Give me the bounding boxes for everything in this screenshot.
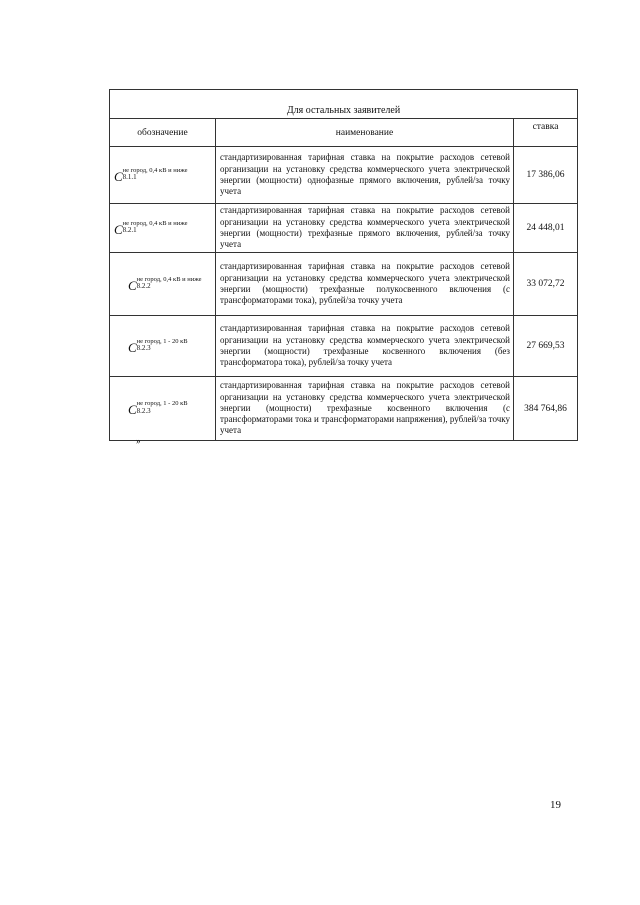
- table-caption: [110, 90, 578, 119]
- code-subscript: 8.2.3: [136, 406, 151, 415]
- name-cell: стандартизированная тарифная ставка на покрытие расходов сетевой организации на установку средства коммерческого учета электрической энергии (мощности) однофазные прямого включения, рублей/за точку учета: [216, 147, 514, 204]
- rate-value: 27 669,53: [514, 316, 578, 377]
- rate-code: [110, 168, 188, 183]
- code-subscript: 8.2.2: [136, 282, 151, 291]
- page-number: 19: [550, 799, 561, 811]
- code-base: C: [114, 221, 123, 237]
- rate-value: 384 764,86: [514, 377, 578, 441]
- name-cell: стандартизированная тарифная ставка на покрытие расходов сетевой организации на установку средства коммерческого учета электрической энергии (мощности) трехфазные полукосвенного включения (с трансформаторами тока), рублей/за точку учета: [216, 253, 514, 316]
- code-base: C: [128, 402, 137, 417]
- table-caption-text: Для остальных заявителей: [286, 104, 401, 116]
- code-superscript: не город, 0,4 кВ и ниже: [122, 166, 188, 174]
- rate-code: [110, 277, 202, 292]
- table-row: [110, 253, 578, 316]
- code-subscript: 8.2.3: [136, 344, 151, 353]
- rate-value: 17 386,06: [514, 147, 578, 204]
- code-cell: [110, 204, 216, 253]
- code-cell: [110, 253, 216, 316]
- code-base: C: [128, 277, 137, 293]
- table-row: [110, 147, 578, 204]
- code-base: C: [128, 339, 137, 355]
- table-header-row: [110, 119, 578, 147]
- code-subscript: 8.1.1: [122, 173, 137, 182]
- rate-code: [110, 401, 188, 416]
- code-superscript: не город, 1 - 20 кВ: [136, 337, 188, 345]
- table-row: [110, 316, 578, 377]
- header-name: наименование: [216, 119, 514, 147]
- rate-code: [110, 339, 188, 354]
- name-cell: стандартизированная тарифная ставка на покрытие расходов сетевой организации на установку средства коммерческого учета электрической энергии (мощности) трехфазные косвенного включения (без трансформатора тока), рублей/за точку учета: [216, 316, 514, 377]
- rate-value: 24 448,01: [514, 204, 578, 253]
- code-subscript: 8.2.1: [122, 226, 137, 235]
- code-cell: [110, 377, 216, 441]
- closing-quote: »: [136, 436, 141, 446]
- code-cell: [110, 316, 216, 377]
- rate-value: 33 072,72: [514, 253, 578, 316]
- tariff-rates-table: [109, 89, 578, 441]
- code-superscript: не город, 1 - 20 кВ: [136, 400, 188, 407]
- table-caption-row: [110, 90, 578, 119]
- rate-code: [110, 221, 188, 236]
- code-superscript: не город, 0,4 кВ и ниже: [136, 275, 202, 283]
- header-rate: ставка: [514, 119, 578, 147]
- name-cell: стандартизированная тарифная ставка на покрытие расходов сетевой организации на установку средства коммерческого учета электрической энергии (мощности) трехфазные косвенного включения (с трансформаторами тока и трансформаторами напряжения), рублей/за точку учета: [216, 377, 514, 441]
- code-cell: [110, 147, 216, 204]
- name-cell: стандартизированная тарифная ставка на покрытие расходов сетевой организации на установку средства коммерческого учета электрической энергии (мощности) трехфазные прямого включения, рублей/за точку учета: [216, 204, 514, 253]
- table-row: [110, 377, 578, 441]
- table-row: [110, 204, 578, 253]
- code-superscript: не город, 0,4 кВ и ниже: [122, 219, 188, 227]
- code-base: C: [114, 168, 123, 184]
- header-code: обозначение: [110, 119, 216, 147]
